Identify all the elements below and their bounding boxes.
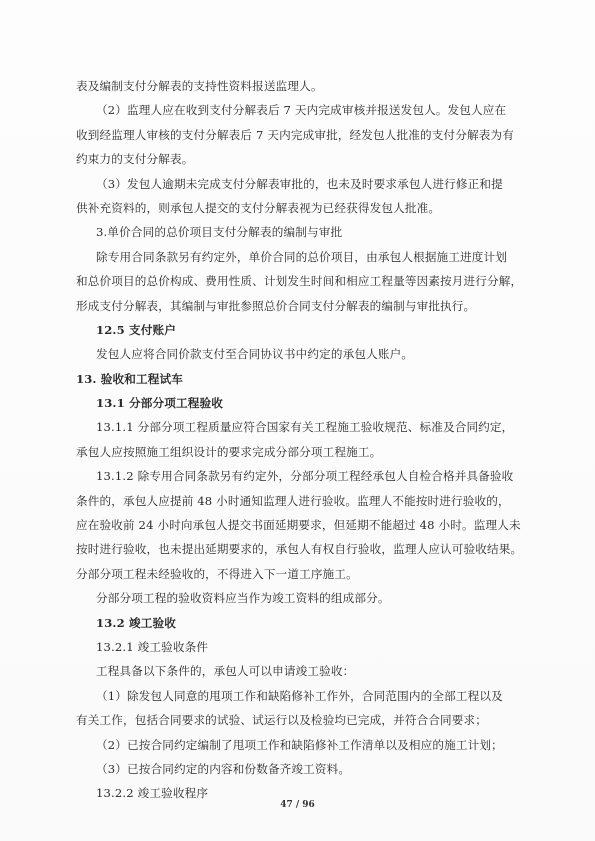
text-line: 13.1.1 分部分项工程质量应符合国家有关工程施工验收规范、标准及合同约定， [96, 420, 514, 435]
text-line: 有关工作，包括合同要求的试验、试运行以及检验均已完成，并符合合同要求； [76, 713, 488, 728]
text-line: 发包人应将合同价款支付至合同协议书中约定的承包人账户。 [96, 347, 414, 362]
text-line: （3）已按合同约定的内容和份数备齐竣工资料。 [96, 761, 351, 776]
text-line: 和总价项目的总价构成、费用性质、计划发生时间和相应工程量等因素按月进行分解， [76, 274, 523, 289]
text-line: 13.1.2 除专用合同条款另有约定外，分部分项工程经承包人自检合格并具备验收 [96, 469, 514, 484]
text-line: （2）监理人应在收到支付分解表后 7 天内完成审核并报送发包人。发包人应在 [96, 103, 507, 118]
text-line: 承包人应按照施工组织设计的要求完成分部分项工程施工。 [76, 444, 382, 459]
text-line: 约束力的支付分解表。 [76, 152, 194, 167]
text-line: 形成支付分解表，其编制与审批参照总价合同支付分解表的编制与审批执行。 [76, 298, 476, 313]
text-line: 工程具备以下条件的，承包人可以申请竣工验收： [96, 664, 355, 679]
text-line: 供补充资料的，则承包人提交的支付分解表视为已经获得发包人批准。 [76, 200, 441, 215]
section-subheading: 3.单价合同的总价项目支付分解表的编制与审批 [96, 225, 343, 240]
text-line: 应在验收前 24 小时向承包人提交书面延期要求，但延期不能超过 48 小时。监理人未 [76, 518, 521, 533]
text-line: 除专用合同条款另有约定外，单价合同的总价项目，由承包人根据施工进度计划 [96, 249, 508, 264]
text-line: 收到经监理人审核的支付分解表后 7 天内完成审批，经发包人批准的支付分解表为有 [76, 127, 514, 142]
section-heading: 13.1 分部分项工程验收 [96, 396, 223, 411]
section-subheading: 13.2.1 竣工验收条件 [96, 639, 209, 654]
text-line: 分部分项工程的验收资料应当作为竣工资料的组成部分。 [96, 591, 390, 606]
chapter-heading: 13. 验收和工程试车 [76, 371, 184, 386]
text-line: 分部分项工程未经验收的，不得进入下一道工序施工。 [76, 566, 358, 581]
text-line: （1）除发包人同意的甩项工作和缺陷修补工作外，合同范围内的全部工程以及 [96, 688, 503, 703]
text-line: 表及编制支付分解表的支持性资料报送监理人。 [76, 79, 323, 93]
text-line: （3）发包人逾期未完成支付分解表审批的，也未及时要求承包人进行修正和提 [96, 176, 503, 191]
page-number: 47 / 96 [280, 800, 315, 810]
section-heading: 12.5 支付账户 [96, 322, 176, 337]
text-line: 条件的，承包人应提前 48 小时通知监理人进行验收。监理人不能按时进行验收的， [76, 493, 510, 508]
section-heading: 13.2 竣工验收 [96, 615, 176, 630]
text-line: （2）已按合同约定编制了甩项工作和缺陷修补工作清单以及相应的施工计划； [96, 737, 503, 752]
section-subheading: 13.2.2 竣工验收程序 [96, 786, 209, 801]
page-body [76, 74, 523, 806]
text-line: 按时进行验收，也未提出延期要求的，承包人有权自行验收，监理人应认可验收结果。 [76, 542, 523, 557]
